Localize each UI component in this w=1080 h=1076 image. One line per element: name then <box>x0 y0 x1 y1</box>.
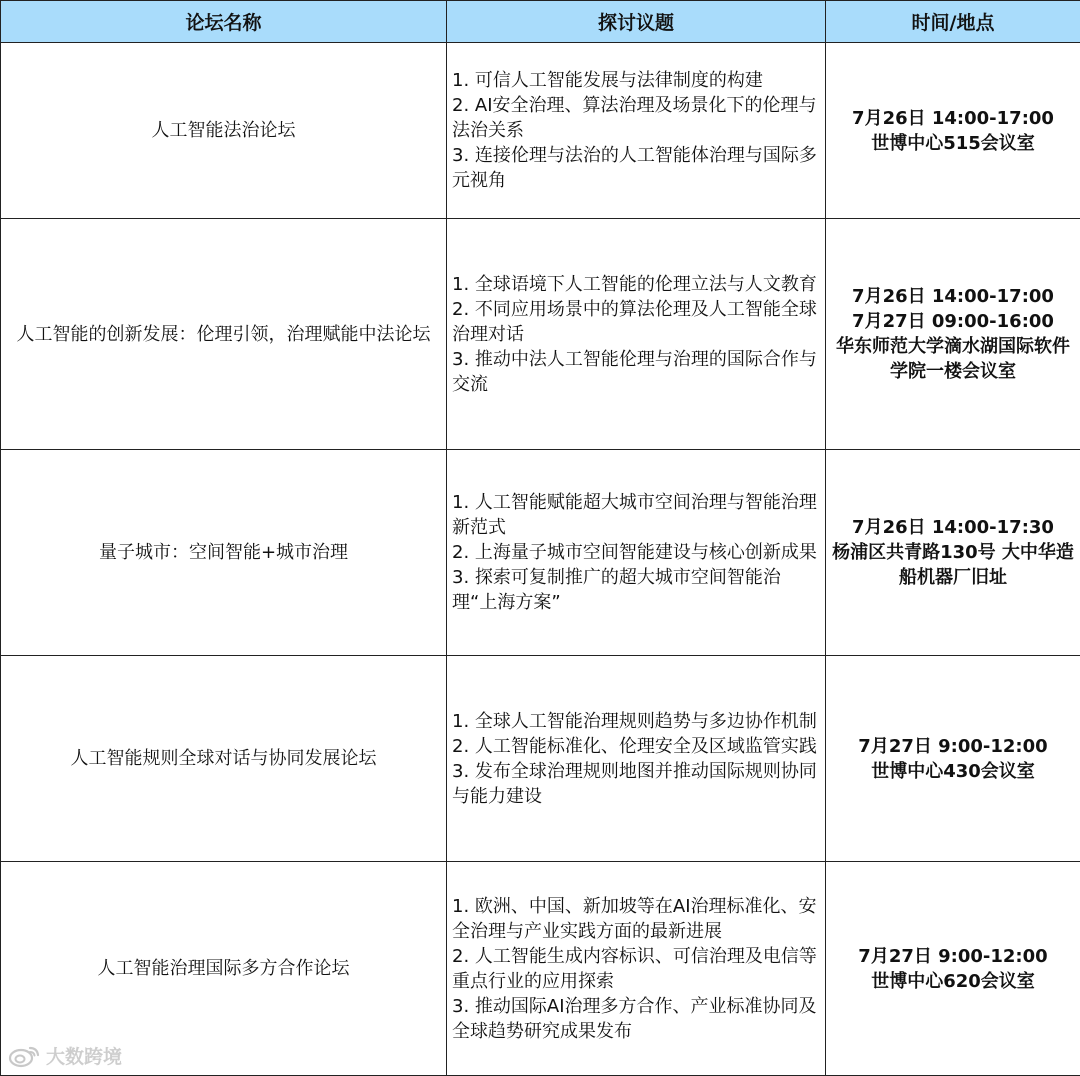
topic-item: 3. 连接伦理与法治的人工智能体治理与国际多元视角 <box>452 145 817 191</box>
place-text: 杨浦区共青路130号 大中华造船机器厂旧址 <box>832 542 1074 588</box>
watermark-text: 大数跨境 <box>46 1046 123 1068</box>
time-place-cell <box>826 450 1080 656</box>
time-text: 7月26日 14:00-17:30 <box>852 517 1054 538</box>
topic-item: 1. 全球人工智能治理规则趋势与多边协作机制 <box>452 710 817 732</box>
weibo-logo-icon <box>8 1043 42 1069</box>
place-text: 世博中心620会议室 <box>871 970 1035 992</box>
header-row <box>1 1 1080 43</box>
forum-name-cell: 人工智能法治论坛 <box>1 43 447 219</box>
topic-item: 2. 上海量子城市空间智能建设与核心创新成果 <box>452 542 817 563</box>
time-place-cell <box>826 43 1080 219</box>
topic-item: 3. 探索可复制推广的超大城市空间智能治理“上海方案” <box>452 567 781 613</box>
time-text: 7月27日 9:00-12:00 <box>858 945 1048 967</box>
time-place-cell <box>826 219 1080 450</box>
time-place-cell <box>826 862 1080 1076</box>
watermark <box>8 1042 122 1069</box>
topics-cell <box>447 43 826 219</box>
topic-item: 2. AI安全治理、算法治理及场景化下的伦理与法治关系 <box>452 95 817 141</box>
topic-item: 2. 人工智能生成内容标识、可信治理及电信等重点行业的应用探索 <box>452 945 817 992</box>
header-topics: 探讨议题 <box>447 1 826 43</box>
place-text: 世博中心430会议室 <box>871 760 1035 782</box>
forum-name-cell: 人工智能治理国际多方合作论坛 <box>1 862 447 1076</box>
topics-cell <box>447 219 826 450</box>
time-text: 7月27日 09:00-16:00 <box>852 311 1054 332</box>
topic-item: 1. 可信人工智能发展与法律制度的构建 <box>452 70 763 91</box>
time-text: 7月26日 14:00-17:00 <box>852 107 1054 129</box>
time-place-cell <box>826 656 1080 862</box>
topics-cell <box>447 862 826 1076</box>
table-row <box>1 43 1080 219</box>
table-row <box>1 450 1080 656</box>
topic-item: 3. 推动中法人工智能伦理与治理的国际合作与交流 <box>452 348 817 395</box>
topic-item: 1. 全球语境下人工智能的伦理立法与人文教育 <box>452 273 817 295</box>
table-row <box>1 862 1080 1076</box>
place-text: 华东师范大学滴水湖国际软件学院一楼会议室 <box>836 336 1070 382</box>
forum-name-cell: 量子城市：空间智能+城市治理 <box>1 450 447 656</box>
topic-item: 3. 发布全球治理规则地图并推动国际规则协同与能力建设 <box>452 760 817 807</box>
topic-item: 1. 人工智能赋能超大城市空间治理与智能治理新范式 <box>452 492 817 538</box>
topics-cell <box>447 450 826 656</box>
topic-item: 1. 欧洲、中国、新加坡等在AI治理标准化、安全治理与产业实践方面的最新进展 <box>452 895 817 942</box>
topic-item: 3. 推动国际AI治理多方合作、产业标准协同及全球趋势研究成果发布 <box>452 995 817 1042</box>
header-time-place: 时间/地点 <box>826 1 1080 43</box>
forum-name-cell: 人工智能规则全球对话与协同发展论坛 <box>1 656 447 862</box>
topic-item: 2. 人工智能标准化、伦理安全及区域监管实践 <box>452 735 817 757</box>
time-text: 7月27日 9:00-12:00 <box>858 735 1048 757</box>
table-row <box>1 656 1080 862</box>
forum-name-cell: 人工智能的创新发展：伦理引领，治理赋能中法论坛 <box>1 219 447 450</box>
topic-item: 2. 不同应用场景中的算法伦理及人工智能全球治理对话 <box>452 298 817 345</box>
topics-cell <box>447 656 826 862</box>
place-text: 世博中心515会议室 <box>871 132 1035 154</box>
header-forum-name: 论坛名称 <box>1 1 447 43</box>
table-row <box>1 219 1080 450</box>
time-text: 7月26日 14:00-17:00 <box>852 286 1054 307</box>
